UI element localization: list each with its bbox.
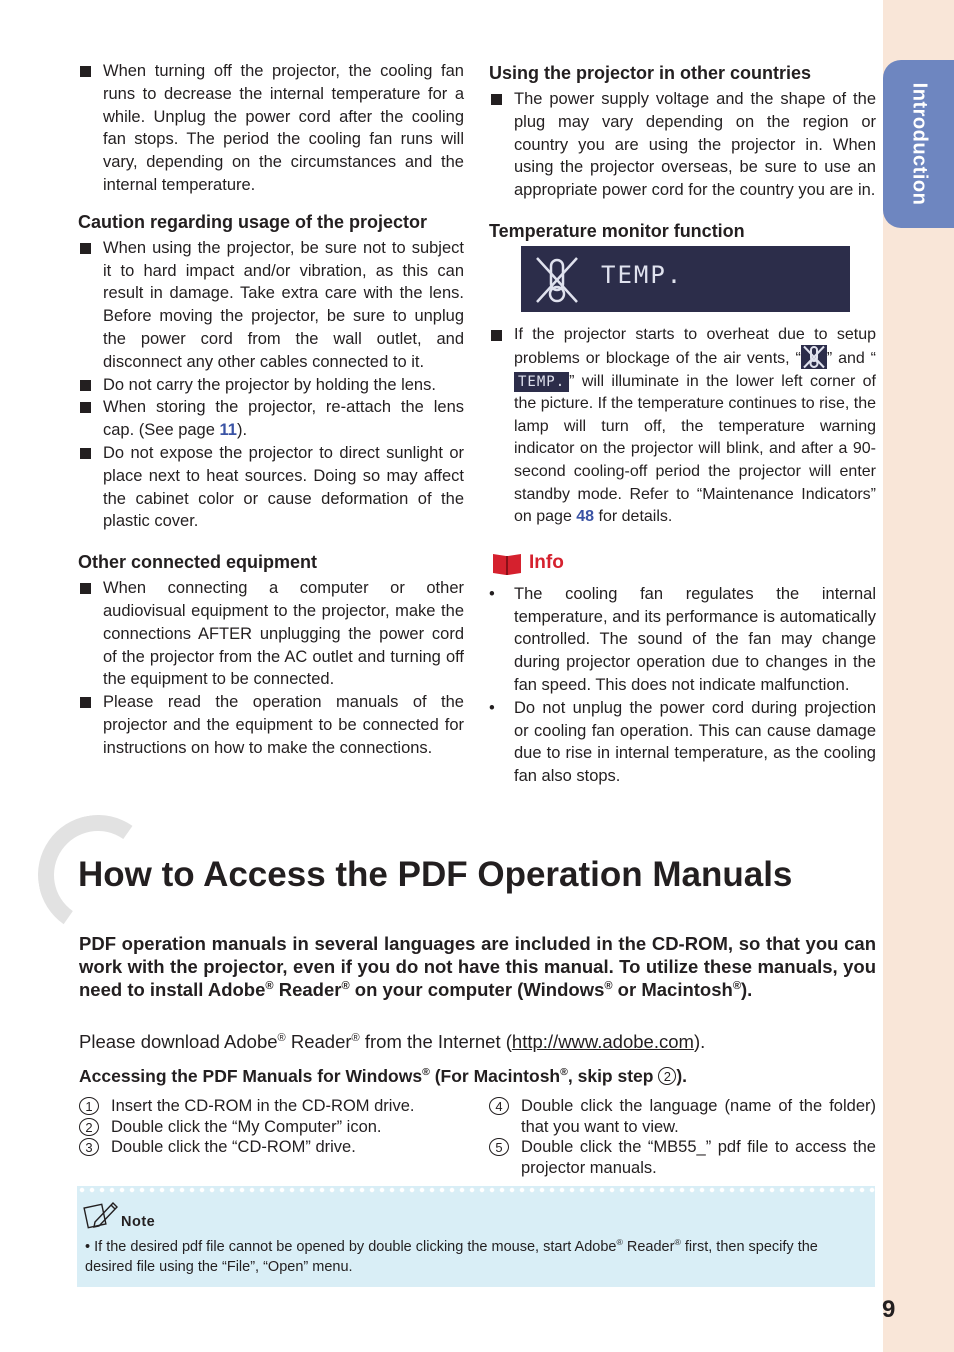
- step-item: 1 Insert the CD-ROM in the CD-ROM drive.: [79, 1096, 469, 1117]
- list-item: When storing the projector, re-attach the lens cap. (See page 11).: [78, 396, 464, 442]
- section-tab-introduction[interactable]: [883, 60, 954, 228]
- temperature-display: [521, 246, 850, 312]
- download-instruction: Please download Adobe® Reader® from the Internet (http://www.adobe.com).: [79, 1031, 706, 1052]
- step-item: 2 Double click the “My Computer” icon.: [79, 1117, 469, 1138]
- step-item: 5 Double click the “MB55_” pdf file to access the projector manuals.: [489, 1137, 876, 1178]
- step-number: 5: [489, 1138, 509, 1156]
- heading-other-equipment: Other connected equipment: [78, 552, 318, 573]
- step-number: 3: [79, 1138, 99, 1156]
- list-item: The power supply voltage and the shape of the plug may vary depending on the region or country you are using the projector in. When using the projector overseas, be sure to use an appropriate power cord for the country you are in.: [489, 88, 876, 202]
- book-icon: [491, 551, 523, 577]
- steps-right: [489, 1096, 876, 1178]
- list-item: • The cooling fan regulates the internal temperature, and its performance is automatically controlled. The sound of the fan may change during projector operation due to changes in the fan speed. This does not indicate malfunction.: [489, 583, 876, 697]
- step-number: 1: [79, 1097, 99, 1115]
- step-item: 4 Double click the language (name of the folder) that you want to view.: [489, 1096, 876, 1137]
- temperature-warning-icon: [531, 254, 583, 306]
- page-link-11[interactable]: 11: [219, 421, 237, 440]
- section-intro: PDF operation manuals in several languages are included in the CD-ROM, so that you can work with the projector, even if you do not have this manual. To utilize these manuals, you need to install Adobe® Reader® on your computer (Windows® or Macintosh®).: [79, 933, 876, 1000]
- note-label: Note: [121, 1214, 156, 1230]
- temperature-display-inline: TEMP.: [514, 372, 569, 392]
- list-item: If the projector starts to overheat due to setup problems or blockage of the air vents, “ ” and “TEMP. ” will illuminate in the lower left corner of the picture. If the temperature continues to rise, the lamp will turn off, the temperature warning indicator on the projector will blink, and after a 90-second cooling-off period the projector will enter standby mode. Refer to “Maintenance Indicators” on page 48 for details.: [489, 324, 876, 529]
- access-heading: Accessing the PDF Manuals for Windows® (For Macintosh®, skip step 2 ).: [79, 1066, 688, 1086]
- info-label: Info: [529, 552, 564, 574]
- left-column: [78, 60, 464, 760]
- step-item: 3 Double click the “CD-ROM” drive.: [79, 1137, 469, 1158]
- temperature-warning-icon-inline: [801, 345, 827, 369]
- note-text: • If the desired pdf file cannot be opened by double clicking the mouse, start Adobe® Reader® first, then specify the desired file using the “File”, “Open” menu.: [85, 1237, 818, 1275]
- page-title: How to Access the PDF Operation Manuals: [78, 855, 793, 894]
- list-item: When connecting a computer or other audiovisual equipment to the projector, make the connections AFTER unplugging the power cord of the projector from the AC outlet and turning off the equipment to be connected.: [78, 577, 464, 691]
- note-dots-border: [77, 1186, 875, 1194]
- temperature-display-text: TEMP.: [601, 260, 684, 289]
- info-header: [491, 551, 876, 577]
- page-link-48[interactable]: 48: [576, 508, 595, 526]
- heading-other-countries: Using the projector in other countries: [489, 63, 812, 83]
- note-header: [83, 1200, 155, 1230]
- list-item: Do not expose the projector to direct sunlight or place next to heat sources. Doing so may affect the cabinet color or cause deformation of the plastic cover.: [78, 442, 464, 533]
- step-number: 2: [79, 1118, 99, 1136]
- list-item: Please read the operation manuals of the projector and the equipment to be connected for instructions on how to make the connections.: [78, 691, 464, 759]
- right-column: [489, 62, 876, 788]
- section-tab-label: Introduction: [908, 82, 930, 206]
- page-number: 9: [882, 1296, 896, 1323]
- heading-temperature-monitor: Temperature monitor function: [489, 220, 745, 241]
- step-number: 2: [658, 1067, 676, 1085]
- adobe-url-link[interactable]: http://www.adobe.com: [511, 1031, 694, 1052]
- step-number: 4: [489, 1097, 509, 1115]
- steps-left: [79, 1096, 469, 1158]
- pencil-note-icon: [83, 1200, 119, 1230]
- note-box: [77, 1186, 875, 1287]
- list-item: When turning off the projector, the cooling fan runs to decrease the internal temperature for a while. Unplug the power cord after the cooling fan stops. The period the cooling fan runs will vary, depending on the circumstances and the internal temperature.: [78, 60, 464, 197]
- heading-caution: Caution regarding usage of the projector: [78, 211, 428, 232]
- list-item: When using the projector, be sure not to subject it to hard impact and/or vibration, as this can result in damage. Take extra care with the lens. Before moving the projector, be sure to unplug the power cord from the wall outlet, and disconnect any other cables connected to it.: [78, 237, 464, 374]
- list-item: Do not carry the projector by holding the lens.: [78, 374, 464, 397]
- list-item: • Do not unplug the power cord during projection or cooling fan operation. This can cause damage due to rise in internal temperature, as the cooling fan also stops.: [489, 697, 876, 788]
